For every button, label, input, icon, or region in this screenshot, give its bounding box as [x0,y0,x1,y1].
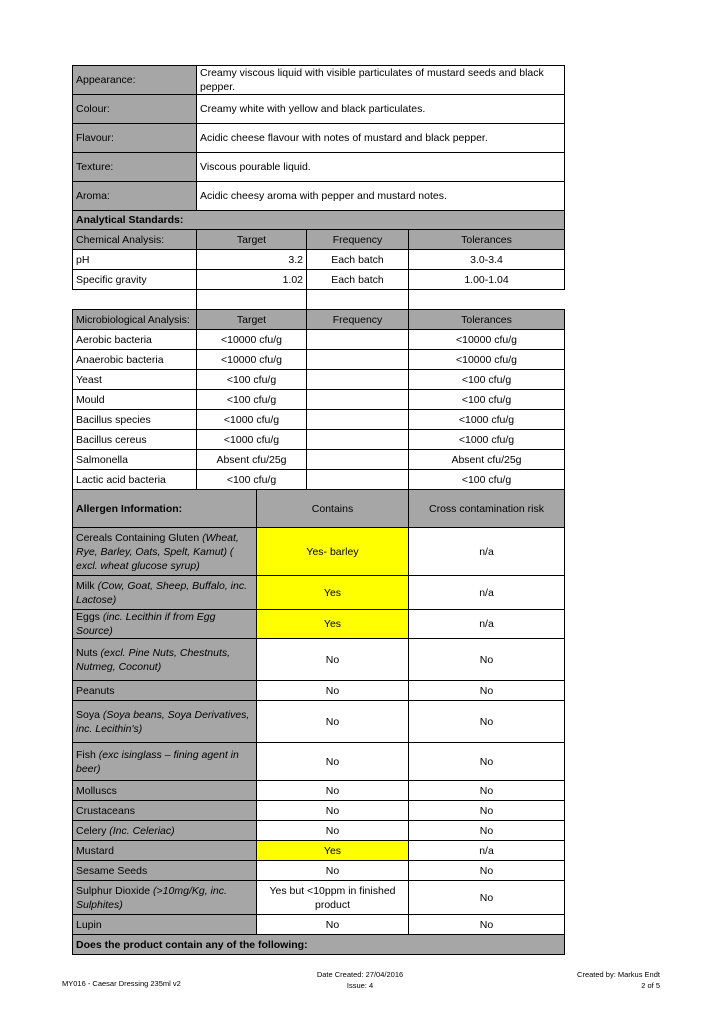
contains-value: Yes [257,841,409,861]
allergen-name [73,841,257,861]
frequency-value [307,390,409,410]
analysis-name: Anaerobic bacteria [73,350,197,370]
frequency-value [307,430,409,450]
allergen-label: Celery [76,824,110,837]
table-row [73,610,565,639]
cross-contamination-value: n/a [409,528,565,576]
tolerance-value: <100 cfu/g [409,470,565,490]
allergen-note: (excl. Pine Nuts, Chestnuts, Nutmeg, Coconut) [76,646,231,673]
cross-contamination-value: No [409,915,565,935]
allergen-name [73,781,257,801]
allergen-note: (>10mg/Kg, inc. Sulphites) [76,884,227,911]
empty-cell [409,290,565,310]
tolerance-value: <1000 cfu/g [409,410,565,430]
tolerance-value: <10000 cfu/g [409,350,565,370]
target-value: <1000 cfu/g [197,430,307,450]
table-row [73,528,565,576]
analysis-name: Yeast [73,370,197,390]
tolerance-value: <100 cfu/g [409,390,565,410]
table-row [73,330,565,350]
analysis-name: Bacillus cereus [73,430,197,450]
allergen-name [73,881,257,915]
cross-contamination-value: No [409,639,565,681]
table-row [73,410,565,430]
cross-contamination-value: No [409,881,565,915]
table-row [73,841,565,861]
allergen-name [73,639,257,681]
target-value: Absent cfu/25g [197,450,307,470]
table-row [73,576,565,610]
empty-cell [73,290,197,310]
allergen-label: Nuts [76,646,101,659]
tolerances-header: Tolerances [409,230,565,250]
cross-contamination-value: No [409,701,565,743]
analytical-standards-heading: Analytical Standards: [73,211,565,230]
analysis-name: Mould [73,390,197,410]
cross-contamination-value: n/a [409,576,565,610]
table-header-row [73,490,565,528]
cross-contamination-header: Cross contamination risk [409,490,565,528]
table-row [73,182,565,211]
allergen-name [73,681,257,701]
attribute-value: Creamy white with yellow and black particulates. [197,95,565,124]
allergen-label: Peanuts [76,684,115,697]
frequency-value [307,410,409,430]
frequency-value [307,370,409,390]
tolerance-value: <1000 cfu/g [409,430,565,450]
table-row [73,124,565,153]
table-row [73,639,565,681]
table-row [73,743,565,781]
footer-created-by: Created by: Markus Endt [577,970,660,979]
analysis-name: Lactic acid bacteria [73,470,197,490]
contains-value: No [257,861,409,881]
footer-date-created: Date Created: 27/04/2016 [316,970,404,979]
contains-value: No [257,681,409,701]
target-value: <10000 cfu/g [197,330,307,350]
tolerances-header: Tolerances [409,310,565,330]
cross-contamination-value: No [409,861,565,881]
tolerance-value: <100 cfu/g [409,370,565,390]
allergen-label: Fish [76,748,99,761]
section-heading-row [73,211,565,230]
attribute-label: Colour: [73,95,197,124]
frequency-value: Each batch [307,250,409,270]
allergen-note: (exc isinglass – fining agent in beer) [76,748,239,775]
allergen-label: Sesame Seeds [76,864,148,877]
attribute-label: Aroma: [73,182,197,211]
target-value: <10000 cfu/g [197,350,307,370]
table-row [73,370,565,390]
attribute-value: Creamy viscous liquid with visible particulates of mustard seeds and black pepper. [197,66,565,95]
table-row [73,681,565,701]
tolerance-value: 1.00-1.04 [409,270,565,290]
analysis-name: Bacillus species [73,410,197,430]
attribute-value: Acidic cheese flavour with notes of mustard and black pepper. [197,124,565,153]
cross-contamination-value: No [409,781,565,801]
target-header: Target [197,310,307,330]
allergen-name [73,743,257,781]
allergen-label: Crustaceans [76,804,135,817]
target-value: 3.2 [197,250,307,270]
target-value: 1.02 [197,270,307,290]
attribute-value: Viscous pourable liquid. [197,153,565,182]
frequency-value [307,350,409,370]
allergen-name [73,576,257,610]
empty-row [73,290,565,310]
frequency-value [307,330,409,350]
table-row [73,821,565,841]
allergen-label: Soya [76,708,103,721]
contains-value: No [257,743,409,781]
contains-value: No [257,639,409,681]
table-row [73,701,565,743]
allergen-name [73,701,257,743]
analysis-name: pH [73,250,197,270]
frequency-value: Each batch [307,270,409,290]
empty-cell [307,290,409,310]
table-header-row [73,230,565,250]
footer-page-number: 2 of 5 [641,981,660,990]
target-value: <100 cfu/g [197,470,307,490]
attribute-label: Appearance: [73,66,197,95]
specification-sheet [72,65,564,955]
table-row [73,95,565,124]
tolerance-value: Absent cfu/25g [409,450,565,470]
table-row [73,350,565,370]
allergen-label: Cereals Containing Gluten [76,531,203,544]
cross-contamination-value: No [409,801,565,821]
frequency-value [307,450,409,470]
allergen-label: Milk [76,579,98,592]
section-heading-row [73,935,565,955]
table-row [73,450,565,470]
attribute-label: Texture: [73,153,197,182]
table-row [73,390,565,410]
allergen-note: (inc. Lecithin if from Egg Source) [76,611,216,637]
table-row [73,915,565,935]
table-row [73,66,565,95]
table-row [73,801,565,821]
analysis-name: Specific gravity [73,270,197,290]
target-value: <1000 cfu/g [197,410,307,430]
allergen-name [73,861,257,881]
target-header: Target [197,230,307,250]
cross-contamination-value: n/a [409,841,565,861]
analysis-name: Salmonella [73,450,197,470]
contains-value: Yes [257,576,409,610]
spec-table [72,65,565,955]
allergen-label: Mustard [76,844,114,857]
table-row [73,781,565,801]
allergen-label: Sulphur Dioxide [76,884,154,897]
contains-value: Yes- barley [257,528,409,576]
analysis-name: Aerobic bacteria [73,330,197,350]
contains-value: No [257,781,409,801]
allergen-name [73,610,257,639]
attribute-label: Flavour: [73,124,197,153]
allergen-name [73,801,257,821]
table-row [73,881,565,915]
table-row [73,470,565,490]
allergen-name [73,528,257,576]
table-row [73,270,565,290]
cross-contamination-value: No [409,681,565,701]
tolerance-value: <10000 cfu/g [409,330,565,350]
contains-value: No [257,801,409,821]
frequency-value [307,470,409,490]
target-value: <100 cfu/g [197,370,307,390]
allergen-note: (Wheat, Rye, Barley, Oats, Spelt, Kamut) ( excl. wheat glucose syrup) [76,531,239,572]
footer-document-name: MY016 - Caesar Dressing 235ml v2 [62,979,181,988]
table-row [73,861,565,881]
contains-value: No [257,915,409,935]
allergen-information-header: Allergen Information: [73,490,257,528]
attribute-value: Acidic cheesy aroma with pepper and mustard notes. [197,182,565,211]
frequency-header: Frequency [307,310,409,330]
cross-contamination-value: No [409,743,565,781]
empty-cell [197,290,307,310]
allergen-label: Lupin [76,918,102,931]
allergen-note: (Inc. Celeriac) [109,824,175,837]
table-row [73,153,565,182]
frequency-header: Frequency [307,230,409,250]
target-value: <100 cfu/g [197,390,307,410]
contains-value: No [257,701,409,743]
final-question: Does the product contain any of the following: [73,935,565,955]
cross-contamination-value: No [409,821,565,841]
allergen-note: (Soya beans, Soya Derivatives, inc. Lecithin's) [76,708,250,735]
cross-contamination-value: n/a [409,610,565,639]
allergen-label: Eggs [76,611,103,623]
table-header-row [73,310,565,330]
contains-value: No [257,821,409,841]
chemical-analysis-header: Chemical Analysis: [73,230,197,250]
allergen-note: (Cow, Goat, Sheep, Buffalo, inc. Lactose) [76,579,248,606]
micro-analysis-header: Microbiological Analysis: [73,310,197,330]
tolerance-value: 3.0-3.4 [409,250,565,270]
allergen-name [73,821,257,841]
table-row [73,430,565,450]
allergen-name [73,915,257,935]
contains-value: Yes [257,610,409,639]
table-row [73,250,565,270]
footer-issue: Issue: 4 [346,981,374,990]
contains-header: Contains [257,490,409,528]
allergen-label: Molluscs [76,784,117,797]
contains-value: Yes but <10ppm in finished product [257,881,409,915]
